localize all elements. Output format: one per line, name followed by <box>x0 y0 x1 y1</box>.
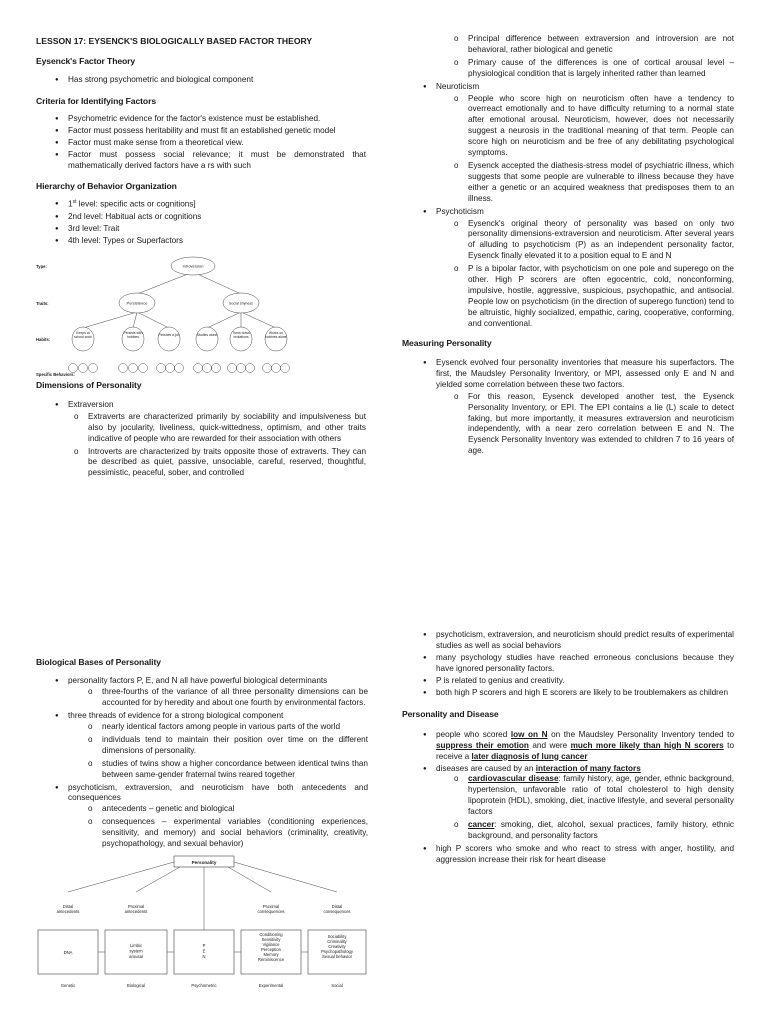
text-run: cancer <box>468 820 495 830</box>
page1-right-column <box>402 34 734 459</box>
biological-sublist-2 <box>68 722 368 781</box>
criteria-heading: Criteria for Identifying Factors <box>36 95 156 106</box>
biological-sublist-3 <box>68 804 368 850</box>
text-run: interaction of many factors <box>535 763 641 773</box>
list-item: ● psychoticism, extraversion, and neuroticism should predict results of experimental studies as well as social behaviors <box>422 630 734 652</box>
list-item: ● Factor must possess social relevance; it must be demonstrated that mathematically derived factors have a rs with such <box>54 150 366 172</box>
list-item <box>454 820 734 842</box>
right-bullets-list <box>402 630 734 698</box>
neuroticism-label: Neuroticism <box>436 81 480 91</box>
list-item: o Extraverts are characterized primarily by sociability and impulsiveness but also by jocularity, liveliness, quick-wittedness, optimism, and other traits indicative of people who are rewarded for their association with others <box>74 412 366 445</box>
hierarchy-diagram <box>36 250 366 380</box>
distal-line: Creativity <box>328 944 346 950</box>
habit-node-label: Keeps at school work <box>74 331 92 340</box>
list-item: ● 3rd level: Trait <box>54 224 366 235</box>
criteria-list <box>36 114 366 172</box>
list-item <box>54 199 366 211</box>
proximal-line: Sensitivity <box>261 937 281 943</box>
distal-line: Psychopathology <box>321 949 353 955</box>
measuring-heading: Measuring Personality <box>402 337 492 348</box>
list-item <box>454 774 734 818</box>
list-item: ● high P scorers who smoke and who react to stress with anger, hostility, and aggression increase their risk for heart disease <box>422 844 734 866</box>
distal-line: Sociability <box>327 934 347 940</box>
list-item: o individuals tend to maintain their position over time on the different dimensions of personality. <box>88 735 368 757</box>
pen-line: E <box>202 948 206 954</box>
limbic-line: arousal <box>129 954 143 960</box>
habit-node-label: Finishes a job <box>158 333 180 338</box>
measuring-list <box>402 358 734 457</box>
list-item <box>422 207 734 330</box>
proximal-line: Perception <box>260 947 282 953</box>
column-header: Distal consequences <box>323 904 351 915</box>
text-run: on the Maudsley Personality Inventory tended to <box>547 729 734 739</box>
text-run: people who scored <box>436 729 511 739</box>
type-node-label: Introversion <box>182 263 204 269</box>
extraversion-cont-sublist <box>402 34 734 80</box>
factor-theory-list <box>36 75 366 86</box>
bottom-label: Genetic <box>60 983 76 989</box>
list-item: o studies of twins show a higher concordance between identical twins than between same-gender fraternal twins reared together <box>88 759 368 781</box>
hierarchy-heading: Hierarchy of Behavior Organization <box>36 180 177 191</box>
type-row-label: Type: <box>36 264 47 270</box>
list-item: ● Has strong psychometric and biological component <box>54 75 366 86</box>
habits-row-label: Habits: <box>36 337 51 343</box>
list-item: o Eysenck's original theory of personality was based on only two personality dimensions-extraversion and neuroticism. After several years of alluding to psychoticism (P) as an independent personality factor, Eysenck finally elevated it to a position equal to E and N <box>454 219 734 263</box>
list-item: ● Factor must possess heritability and must fit an established genetic model <box>54 126 366 137</box>
limbic-line: system <box>129 948 143 954</box>
list-item <box>54 400 366 479</box>
list-item: ● P is related to genius and creativity. <box>422 676 734 687</box>
pen-line: N <box>202 954 206 960</box>
biological-item2: three threads of evidence for a strong biological component <box>68 711 284 721</box>
list-item: o Introverts are characterized by traits opposite those of extraverts. They can be described as quiet, passive, unsociable, careful, reserved, thoughtful, pessimistic, peaceful, sober, and controlled <box>74 447 366 480</box>
distal-line: Criminality <box>327 939 347 945</box>
list-item: o three-fourths of the variance of all three personality dimensions can be accounted for by heredity and about one fourth by environmental factors. <box>88 687 368 709</box>
traits-row-label: Traits: <box>36 301 49 307</box>
column-header: Distal antecedents <box>56 904 80 915</box>
list-item: ● Factor must make sense from a theoretical view. <box>54 138 366 149</box>
level1-sup: st <box>72 199 77 206</box>
list-item: ● Psychometric evidence for the factor's existence must be established. <box>54 114 366 125</box>
list-item: o Principal difference between extraversion and introversion are not behavioral, rather biological and genetic <box>454 34 734 56</box>
list-item: ● 2nd level: Habitual acts or cognitions <box>54 212 366 223</box>
habit-node-label: Turns down invitations <box>232 331 250 340</box>
extraversion-sublist <box>68 412 366 479</box>
proximal-line: Memory <box>263 952 279 958</box>
list-item: o nearly identical factors among people in various parts of the world <box>88 722 368 733</box>
text-run: cardiovascular disease <box>468 774 559 784</box>
bottom-label: Experimental <box>258 983 284 989</box>
list-item: ● 4th level: Types or Superfactors <box>54 236 366 247</box>
list-item <box>54 711 368 780</box>
disease-heading: Personality and Disease <box>402 709 499 720</box>
list-item <box>422 764 734 842</box>
list-item: o P is a bipolar factor, with psychoticism on one pole and superego on the other. High P scorers are often egocentric, cold, nonconforming, impulsive, hostile, aggressive, suspicious, psychopathic, and antisocial. People low on psychoticism (in the direction of superego function) tend to be altruistic, highly socialized, empathic, caring, cooperative, conforming, and conventional. <box>454 264 734 329</box>
psychoticism-label: Psychoticism <box>436 206 484 216</box>
list-item <box>422 730 734 763</box>
habit-node-label: Studies alone <box>196 333 218 338</box>
page2-right-column <box>402 630 734 867</box>
text-run: : family history, age, gender, ethnic background, hypertension, unfavorable ratio of total cholesterol to high density lipoprotein (HDL), smoking, diet, inactive lifestyle, and several personality factors <box>468 774 734 817</box>
text-run: to receive a <box>436 740 734 761</box>
dna-label: DNA <box>63 950 73 956</box>
text-run: diseases are caused by an <box>436 763 536 773</box>
habit-node-label: Persists with hobbies <box>123 331 143 340</box>
level1-rest: level: specific acts or cognitions] <box>76 199 196 209</box>
personality-model-diagram <box>36 852 368 992</box>
list-item: o antecedents – genetic and biological <box>88 804 368 815</box>
column-header: Proximal consequences <box>257 904 285 915</box>
measuring-item: Eysenck evolved four personality inventories that measure his superfactors. The first, the Maudsley Personality Inventory, or MPI, assessed only E and N and yielded some correlation between these two factors. <box>436 357 734 389</box>
pen-line: P <box>202 943 206 949</box>
disease-sublist <box>436 774 734 841</box>
list-item: o People who score high on neuroticism often have a tendency to overreact emotionally and to have difficulty returning to a normal state after emotional arousal. Neuroticism, however, does not necessarily suggest a neurosis in the traditional meaning of that term. People can score high on neuroticism and be free of any debilitating psychological symptoms. <box>454 94 734 159</box>
column-header: Proximal antecedents <box>124 904 148 915</box>
bottom-label: Psychometric <box>191 983 217 989</box>
distal-line: Sexual behavior <box>321 954 353 960</box>
lesson-title: LESSON 17: EYSENCK'S BIOLOGICALLY BASED FACTOR THEORY <box>36 36 313 46</box>
proximal-line: Conditioning <box>259 932 283 938</box>
dimensions-heading: Dimensions of Personality <box>36 380 142 391</box>
list-item: o Primary cause of the differences is one of cortical arousal level – physiological condition that is largely inherited rather than learned <box>454 58 734 80</box>
list-item <box>422 358 734 457</box>
page2-left-column <box>36 650 368 992</box>
list-item: o consequences – experimental variables (conditioning experiences, sensitivity, and memory) and social behaviors (criminality, creativity, psychopathology, and sexual behavior) <box>88 817 368 850</box>
dimensions-cont-list <box>402 82 734 330</box>
measuring-sublist <box>436 392 734 457</box>
psychoticism-sublist <box>436 219 734 330</box>
disease-list <box>402 730 734 866</box>
text-run: much more likely than high N scorers <box>570 740 724 750</box>
text-run: later diagnosis of lung cancer <box>471 751 588 761</box>
page1-left-column <box>36 36 366 481</box>
bottom-label: Biological <box>127 983 145 989</box>
level1-prefix: 1 <box>68 199 73 209</box>
trait-node-label: Social shyness <box>229 301 253 306</box>
biological-sublist-1 <box>68 687 368 709</box>
proximal-line: Reminiscence <box>257 957 285 963</box>
extraversion-label: Extraversion <box>68 399 114 409</box>
text-run: : smoking, diet, alcohol, sexual practices, family history, ethnic background, and personality factors <box>468 820 734 841</box>
bottom-label: Social <box>331 983 343 989</box>
list-item: o For this reason, Eysenck developed another test, the Eysenck Personality Inventory, or EPI. The EPI contains a lie (L) scale to detect faking, but more importantly, it measures extraversion and neuroticism independently, with a near zero correlation between E and N. The Eysenck Personality Inventory was extended to children 7 to 16 years of age. <box>454 392 734 457</box>
biological-item1: personality factors P, E, and N all have powerful biological determinants <box>68 676 328 686</box>
biological-heading: Biological Bases of Personality <box>36 657 161 667</box>
biological-list <box>36 676 368 850</box>
neuroticism-sublist <box>436 94 734 205</box>
text-run: suppress their emotion <box>436 740 529 750</box>
factor-theory-heading: Eysenck's Factor Theory <box>36 56 136 67</box>
list-item: ● both high P scorers and high E scorers are likely to be troublemakers as children <box>422 688 734 699</box>
text-run: low on N <box>510 729 548 739</box>
list-item: ● many psychology studies have reached erroneous conclusions because they have ignored personality factors. <box>422 653 734 675</box>
hierarchy-list <box>36 199 366 246</box>
trait-node-label: Persistence <box>126 300 148 306</box>
specific-row-label: Specific Behaviors: <box>36 372 75 378</box>
biological-item3: psychoticism, extraversion, and neuroticism have both antecedents and consequences <box>68 782 368 803</box>
list-item <box>54 783 368 850</box>
list-item <box>54 676 368 709</box>
personality-top-label: Personality <box>191 860 217 866</box>
limbic-line: Limbic <box>129 943 143 949</box>
dimensions-list <box>36 400 366 479</box>
text-run: and were <box>528 740 571 750</box>
list-item: o Eysenck accepted the diathesis-stress model of psychiatric illness, which suggests that some people are vulnerable to illness because they have either a genetic or an acquired weakness that predisposes them to an illness. <box>454 161 734 205</box>
list-item <box>422 82 734 205</box>
proximal-line: Vigilance <box>262 942 280 948</box>
habit-node-label: Works on hobbies alone <box>265 331 287 340</box>
